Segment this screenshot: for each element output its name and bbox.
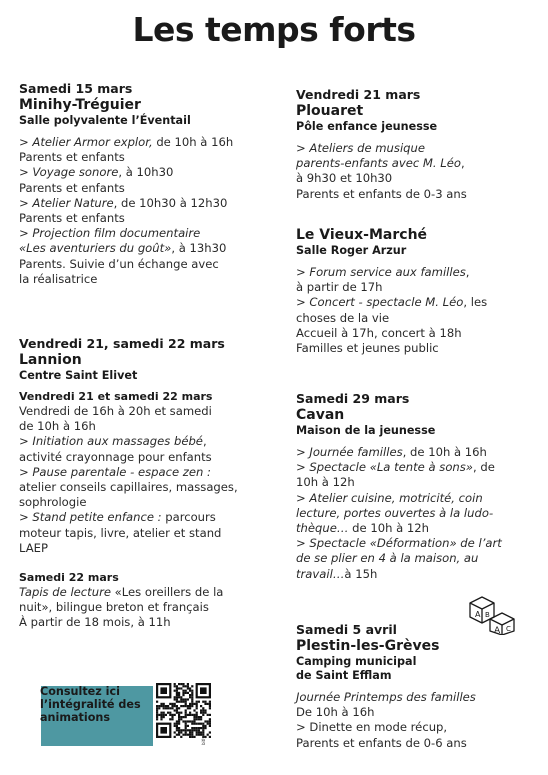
event-subdate: Vendredi 21 et samedi 22 mars: [19, 390, 213, 403]
detail-line: Parents et enfants: [19, 211, 125, 226]
event-date: Samedi 15 mars: [19, 81, 133, 96]
event-date: Vendredi 21 mars: [296, 87, 421, 102]
detail-line: À partir de 18 mois, à 11h: [19, 615, 171, 630]
abc-blocks-icon: [466, 591, 522, 635]
page-title: Les temps forts: [132, 10, 416, 49]
event-plestin: [296, 619, 536, 751]
detail-line: > Forum service aux familles,: [296, 265, 470, 279]
detail-line: atelier conseils capillaires, massages,: [19, 480, 238, 495]
detail-line: Parents et enfants de 0-6 ans: [296, 735, 467, 750]
detail-line: lecture, portes ouvertes à la ludo-: [296, 505, 494, 520]
detail-line: à partir de 17h: [296, 280, 383, 295]
event-details: [19, 135, 279, 287]
event-place: Le Vieux-Marché: [296, 227, 428, 243]
detail-line: > Voyage sonore, à 10h30: [19, 165, 174, 180]
detail-line: > Projection film documentaire: [19, 226, 201, 241]
detail-line: > Pause parentale - espace zen :: [19, 464, 211, 479]
detail-line: > Atelier Armor explor, de 10h à 16h: [19, 135, 234, 149]
event-subdate: Samedi 22 mars: [19, 571, 119, 585]
detail-line: Journée Printemps des familles: [296, 690, 476, 704]
detail-line: Accueil à 17h, concert à 18h: [296, 325, 462, 340]
detail-line: «Les aventuriers du goût», à 13h30: [19, 241, 227, 256]
detail-line: LAEP: [19, 540, 48, 555]
qr-small-caption: bitly: [201, 736, 206, 745]
event-date: Samedi 29 mars: [296, 391, 437, 406]
event-venue: Pôle enfance jeunesse: [296, 120, 438, 133]
detail-line: De 10h à 16h: [296, 705, 375, 720]
event-venue: Centre Saint Elivet: [19, 369, 138, 382]
detail-line: à 9h30 et 10h30: [296, 171, 393, 186]
qr-code-icon[interactable]: [153, 677, 215, 747]
event-lannion: [19, 333, 279, 631]
event-venue: Camping municipal de Saint Efflam: [296, 655, 417, 682]
detail-line: de 10h à 16h: [19, 419, 96, 434]
event-place: Minihy-Tréguier: [19, 97, 141, 113]
event-date: Vendredi 21, samedi 22 mars: [19, 336, 225, 351]
event-vieux-marche: [296, 227, 536, 356]
detail-line: sophrologie: [19, 495, 87, 510]
detail-line: Parents et enfants: [19, 150, 125, 165]
detail-line: > Initiation aux massages bébé,: [19, 434, 207, 449]
event-place: Plestin-les-Grèves: [296, 638, 440, 654]
detail-line: Tapis de lecture «Les oreillers de la: [19, 585, 224, 600]
detail-line: > Stand petite enfance : parcours: [19, 510, 216, 525]
detail-line: > Ateliers de musique: [296, 141, 426, 155]
detail-line: Vendredi de 16h à 20h et samedi: [19, 404, 212, 418]
event-place: Plouaret: [296, 103, 364, 119]
detail-line: > Journée familles, de 10h à 16h: [296, 445, 487, 459]
event-place: Cavan: [296, 407, 345, 423]
svg-text:A: A: [494, 626, 501, 635]
detail-line: la réalisatrice: [19, 271, 98, 286]
detail-line: > Dinette en mode récup,: [296, 720, 448, 735]
svg-text:A: A: [475, 610, 481, 619]
detail-line: thèque… de 10h à 12h: [296, 521, 430, 536]
detail-line: travail…à 15h: [296, 566, 378, 581]
event-minihy: [19, 78, 279, 287]
event-cavan: [296, 388, 536, 582]
detail-line: > Spectacle «La tente à sons», de: [296, 460, 495, 475]
event-details: [296, 445, 536, 582]
detail-line: > Concert - spectacle M. Léo, les: [296, 295, 488, 310]
svg-text:B: B: [485, 611, 490, 619]
event-details: [296, 141, 536, 202]
detail-line: nuit», bilingue breton et français: [19, 600, 209, 615]
qr-caption-text: Consultez ici l’intégralité des animations: [40, 685, 141, 724]
event-venue: Salle polyvalente l’Éventail: [19, 114, 191, 127]
event-details: [296, 690, 536, 751]
event-venue: Maison de la jeunesse: [296, 424, 436, 437]
detail-line: activité crayonnage pour enfants: [19, 449, 212, 464]
detail-line: de se plier en 4 à la maison, au: [296, 551, 479, 566]
detail-line: parents-enfants avec M. Léo,: [296, 156, 465, 171]
event-details: [19, 404, 279, 556]
detail-line: choses de la vie: [296, 310, 390, 325]
detail-line: Parents. Suivie d’un échange avec: [19, 256, 219, 271]
event-details-2: [19, 585, 279, 631]
detail-line: Parents et enfants de 0-3 ans: [296, 186, 467, 201]
detail-line: > Atelier Nature, de 10h30 à 12h30: [19, 195, 228, 210]
event-place: Lannion: [19, 352, 82, 368]
detail-line: 10h à 12h: [296, 475, 355, 490]
detail-line: > Atelier cuisine, motricité, coin: [296, 490, 483, 505]
event-date: Samedi 5 avril: [296, 622, 397, 637]
svg-text:C: C: [506, 625, 511, 633]
detail-line: moteur tapis, livre, atelier et stand: [19, 525, 222, 540]
detail-line: Parents et enfants: [19, 180, 125, 195]
detail-line: > Spectacle «Déformation» de l’art: [296, 536, 502, 551]
detail-line: Familles et jeunes public: [296, 341, 439, 356]
event-details: [296, 265, 536, 356]
event-plouaret: [296, 84, 536, 202]
event-venue: Salle Roger Arzur: [296, 244, 407, 257]
